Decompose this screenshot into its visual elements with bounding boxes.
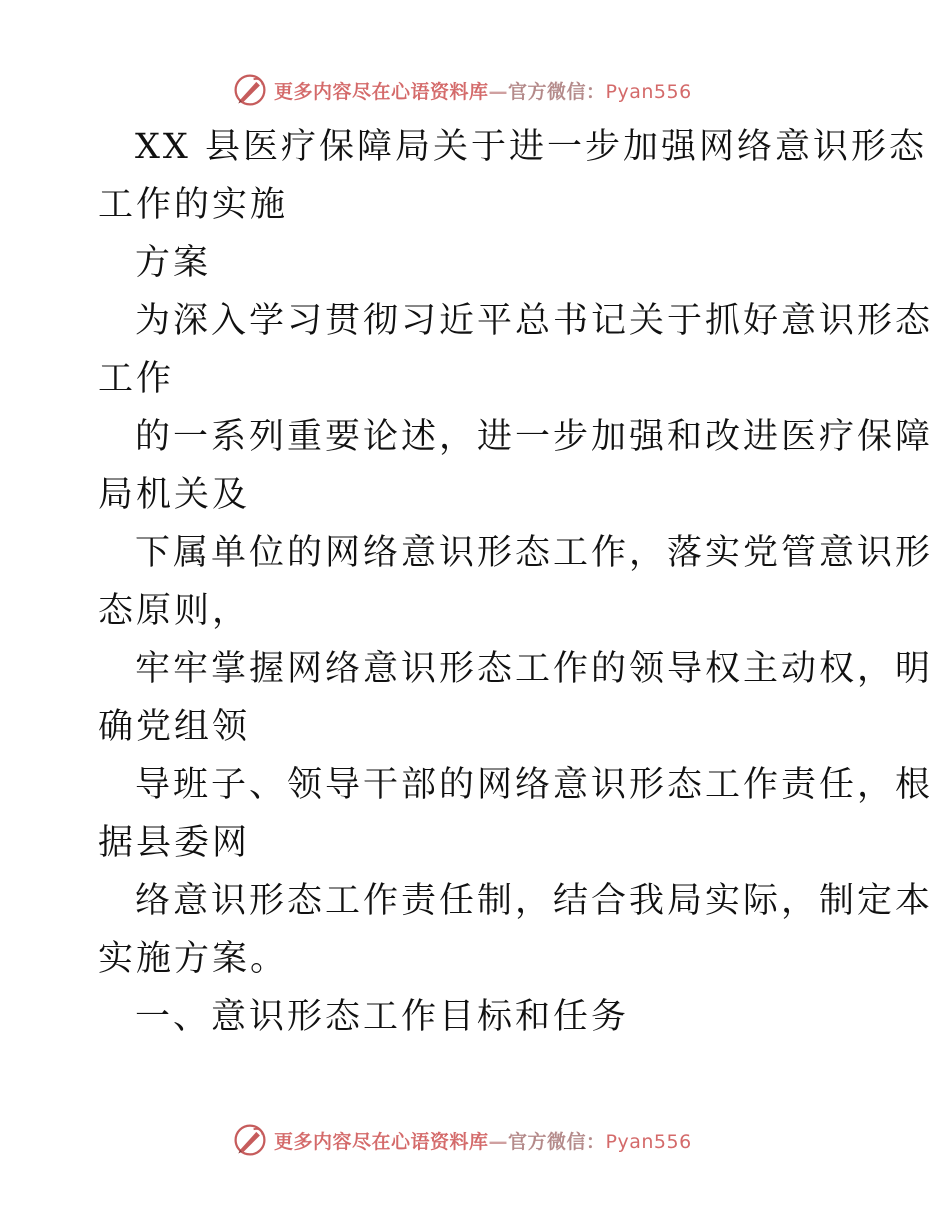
watermark-label: 官方微信： — [508, 1130, 606, 1153]
pen-logo-icon — [232, 72, 268, 108]
watermark-id: Pyan556 — [605, 1130, 692, 1153]
pen-logo-icon — [232, 1122, 268, 1158]
header-watermark — [232, 70, 692, 110]
watermark-main: 更多内容尽在心语资料库 — [274, 1130, 489, 1153]
document-body — [98, 118, 934, 1046]
document-line: 为深入学习贯彻习近平总书记关于抓好意识形态 — [135, 301, 934, 341]
document-line: XX 县医疗保障局关于进一步加强网络意识形态 — [135, 127, 927, 167]
document-line: 下属单位的网络意识形态工作，落实党管意识形 — [135, 533, 934, 573]
watermark-text — [274, 77, 692, 104]
document-line: 工作 — [98, 359, 175, 399]
document-line: 局机关及 — [98, 475, 251, 515]
watermark-main: 更多内容尽在心语资料库 — [274, 80, 489, 103]
document-line: 牢牢掌握网络意识形态工作的领导权主动权，明 — [135, 649, 934, 689]
document-line: 态原则， — [98, 591, 251, 631]
document-line: 方案 — [135, 243, 212, 283]
watermark-text — [274, 1127, 692, 1154]
watermark-dash: — — [488, 80, 509, 103]
document-line: 导班子、领导干部的网络意识形态工作责任，根 — [135, 765, 934, 805]
document-line: 络意识形态工作责任制，结合我局实际，制定本 — [135, 881, 934, 921]
document-line: 确党组领 — [98, 707, 251, 747]
watermark-id: Pyan556 — [605, 80, 692, 103]
document-line: 实施方案。 — [98, 939, 289, 979]
document-line: 工作的实施 — [98, 185, 289, 225]
document-line: 的一系列重要论述，进一步加强和改进医疗保障 — [135, 417, 934, 457]
document-line: 据县委网 — [98, 823, 251, 863]
footer-watermark — [232, 1120, 692, 1160]
watermark-label: 官方微信： — [508, 80, 606, 103]
document-line: 一、意识形态工作目标和任务 — [135, 997, 630, 1037]
watermark-dash: — — [488, 1130, 509, 1153]
